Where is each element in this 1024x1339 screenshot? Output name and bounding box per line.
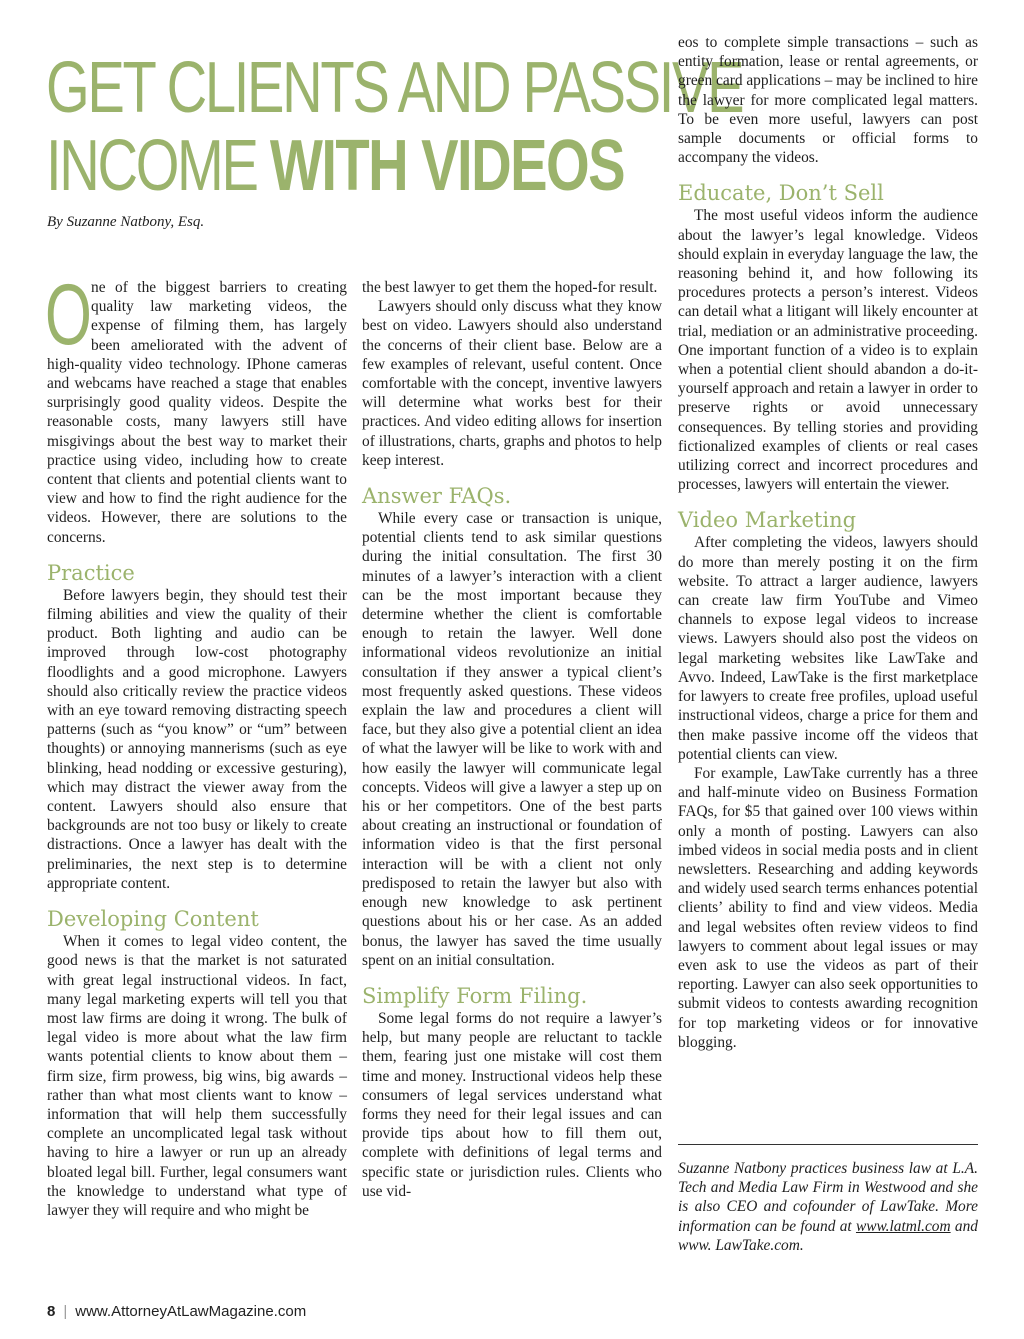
bio-text-2: and www. LawTake.com. bbox=[678, 1217, 978, 1254]
title-line-2-light: INCOME bbox=[46, 126, 270, 206]
column-1 bbox=[45, 267, 347, 1220]
forms-paragraph: Some legal forms do not require a lawyer’s help, but many people are reluctant to tackle them, fearing just one mistake will cost them time and money. Instructional videos help these consumers of legal services understand what forms they need for their legal issues and can provide tips about how to fill them out, complete with definitions of legal terms and specific state or jurisdiction rules. Clients who use vid- bbox=[362, 1009, 662, 1200]
author-bio bbox=[678, 1144, 978, 1255]
title-line-2 bbox=[46, 126, 625, 208]
title-line-1: GET CLIENTS AND PASSIVE bbox=[46, 48, 743, 128]
practice-paragraph: Before lawyers begin, they should test their filming abilities and view the quality of their product. Both lighting and audio can be improved through low-cost photography floodlights and a good microphone. Lawyers should also critically review the practice videos with an eye toward removing distracting speech patterns (such as “you know” or “um” between thoughts) or annoying mannerisms (such as eye blinking, head nodding or excessive gesturing), which may distract the viewer away from the content. Lawyers should also ensure that backgrounds are not too busy or likely to create distractions. Once a lawyer has dealt with the preliminaries, the next step is to determine appropriate content. bbox=[47, 586, 347, 892]
developing-paragraph-1-cont: the best lawyer to get them the hoped-for result. bbox=[362, 279, 658, 296]
faqs-paragraph: While every case or transaction is unique, potential clients tend to ask similar questions during the initial consultation. The first 30 minutes of a lawyer’s interaction with a client can be the most important because they determine whether the client is comfortable enough to retain the lawyer. Well done informational videos revolutionize an initial consultation if they answer a typical client’s most frequently asked questions. These videos explain the law and procedures a client will face, but they also give a potential client an idea of what the lawyer will be like to work with and how easily the lawyer will communicate legal concepts. Videos will give a lawyer a step up on his or her competitors. One of the best parts about creating an instructional or foundation of information video is that the first personal interaction will be with a client not only predisposed to retain the lawyer but also with enough new knowledge to ask pertinent questions about his or her case. As an added bonus, the lawyer has saved the time usually spent on an initial consultation. bbox=[362, 510, 662, 969]
marketing-paragraph-2: For example, LawTake currently has a three and half-minute video on Business Formation FAQs, for $5 that gained over 100 views within only a month of posting. Lawyers can also imbed videos in social media posts and in client newsletters. Researching and adding keywords and widely used search terms enhances potential clients’ ability to find and view videos. Media and legal websites often review videos to find lawyers to comment about legal issues or may even ask to use the videos as part of their reporting. Lawyer can also seek opportunities to submit videos to contests awarding recognition for top marketing videos or for innovative blogging. bbox=[678, 764, 978, 1051]
intro-text: ne of the biggest barriers to creating quality law marketing videos, the expense of filming them, has largely been ameliorated with the advent of high-quality video technology. IPhone cameras and webcams have reached a stage that enables surprisingly good quality videos. Despite the reasonable costs, many lawyers still have misgivings about the best way to market their practice using video, including how to create content that clients and potential clients want to view and how to find the right audience for the videos. However, there are solutions to the concerns. bbox=[47, 279, 347, 546]
heading-practice: Practice bbox=[47, 560, 135, 585]
heading-educate-dont-sell: Educate, Don’t Sell bbox=[678, 181, 884, 206]
column-2 bbox=[362, 278, 662, 1201]
title-line-2-bold: WITH VIDEOS bbox=[269, 126, 625, 206]
intro-paragraph bbox=[45, 267, 347, 547]
bio-text-1: Suzanne Natbony practices business law at L.A. Tech and Media Law Firm in Westwood and she is also CEO and cofounder of LawTake. More information can be found at bbox=[678, 1160, 978, 1235]
bio-link-latml[interactable]: www.latml.com bbox=[855, 1217, 951, 1235]
drop-cap: O bbox=[45, 267, 92, 363]
heading-developing-content: Developing Content bbox=[47, 907, 259, 932]
heading-answer-faqs: Answer FAQs. bbox=[362, 484, 512, 509]
educate-paragraph: The most useful videos inform the audience about the lawyer’s legal knowledge. Videos should explain in everyday language the law, the reasoning behind it, and how following its procedures protects a person’s interest. Videos can detail what a litigant will likely encounter at trial, mediation or an administrative proceeding. One important function of a video is to explain when a potential client should abandon a do-it-yourself approach and retain a lawyer in order to preserve rights or avoid unnecessary consequences. By telling stories and providing fictionalized examples of clients or real cases utilizing correct and incorrect procedures and processes, lawyers will entertain the viewer. bbox=[678, 207, 978, 494]
footer-divider: | bbox=[63, 1303, 68, 1320]
page-footer bbox=[47, 1303, 306, 1320]
footer-site[interactable]: www.AttorneyAtLawMagazine.com bbox=[75, 1303, 307, 1320]
heading-simplify-form-filing: Simplify Form Filing. bbox=[362, 983, 588, 1008]
byline: By Suzanne Natbony, Esq. bbox=[47, 214, 205, 230]
page-number: 8 bbox=[47, 1303, 56, 1320]
column-3 bbox=[678, 33, 978, 1052]
article-title bbox=[46, 48, 743, 208]
marketing-paragraph-1: After completing the videos, lawyers should do more than merely posting it on the firm website. To attract a larger audience, lawyers can create law firm YouTube and Vimeo channels to expose legal videos to increase views. Lawyers should also post the videos on legal marketing websites like LawTake and Avvo. Indeed, LawTake is the first marketplace for lawyers to create free profiles, upload useful instructional videos, charge a price for them and then make passive income off the videos that potential clients can view. bbox=[678, 534, 978, 763]
heading-video-marketing: Video Marketing bbox=[678, 508, 857, 533]
forms-paragraph-cont: eos to complete simple transactions – such as entity formation, lease or rental agreements, or green card applications – may be inclined to hire the lawyer for more complicated legal matters. To be even more useful, lawyers can post sample documents or official forms to accompany the videos. bbox=[678, 34, 979, 167]
developing-paragraph-2: Lawyers should only discuss what they know best on video. Lawyers should also understand the concerns of their client base. Below are a few examples of relevant, useful content. Once comfortable with the concept, inventive lawyers will determine what works best for their practices. And video editing allows for insertion of illustrations, charts, graphs and photos to help keep interest. bbox=[362, 298, 662, 469]
developing-paragraph-1: When it comes to legal video content, the good news is that the market is not saturated with great legal instructional videos. In fact, many legal marketing experts will tell you that most law firms are doing it wrong. The bulk of legal video is more about what the law firm wants potential clients to know about them – firm size, firm prowess, big wins, big awards – rather than what most clients want to know – information that will help them successfully complete an uncomplicated legal task without having to hire a lawyer or run up an already bloated legal bill. Further, legal consumers want the knowledge to understand what type of lawyer they will require and who might be bbox=[47, 933, 347, 1219]
